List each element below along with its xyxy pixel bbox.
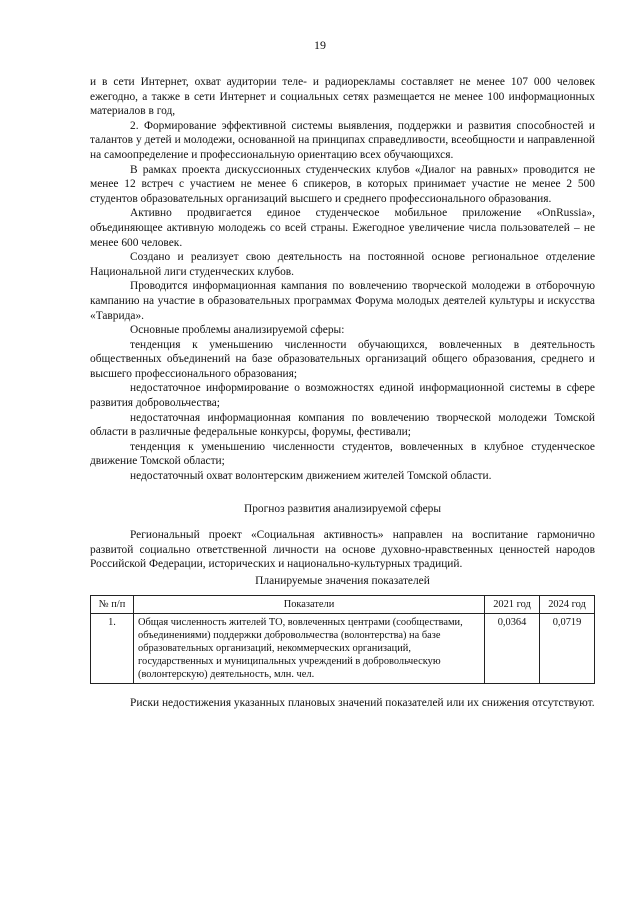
cell-2024: 0,0719 [540,613,595,683]
paragraph: Проводится информационная кампания по вовлечению творческой молодежи в отборочную кампанию на участие в образовательных программах Форума молодых деятелей культуры и искусства «Таврида». [90,280,595,322]
page-number: 19 [314,38,326,52]
cell-num: 1. [91,613,134,683]
paragraph: и в сети Интернет, охват аудитории теле- и радиорекламы составляет не менее 107 000 человек ежегодно, а также в сети Интернет и социальных сетях размещается не менее 100 информационных материалов в год, [90,76,595,118]
paragraph: недостаточная информационная компания по вовлечению творческой молодежи Томской области в различные федеральные конкурсы, форумы, фестивали; [90,411,595,439]
paragraph: Активно продвигается единое студенческое мобильное приложение «OnRussia», объединяющее активную молодежь со всей страны. Ежегодное увеличение числа пользователей – не менее 600 человек. [90,207,595,249]
section-heading: Прогноз развития анализируемой сферы [244,502,441,515]
paragraph: тенденция к уменьшению численности студентов, вовлеченных в клубное студенческое движение Томской области; [90,440,595,468]
forecast-paragraph: Региональный проект «Социальная активность» направлен на воспитание гармонично развитой социально ответственной личности на основе духовно-нравственных ценностей народов Российской Федерации, исторических и национально-культурных традиций. [90,529,595,571]
header-num: № п/п [91,595,134,613]
paragraph: недостаточное информирование о возможностях единой информационной системы в сфере развития добровольчества; [90,382,595,410]
paragraph: Создано и реализует свою деятельность на постоянной основе региональное отделение Национальной лиги студенческих клубов. [90,251,595,278]
indicators-table [90,595,595,684]
paragraph: тенденция к уменьшению численности обучающихся, вовлеченных в деятельность общественных объединений на базе образовательных организаций общего образования, среднего и высшего профессионального образования; [90,338,595,380]
paragraph: В рамках проекта дискуссионных студенческих клубов «Диалог на равных» проводится не менее 12 встреч с участием не менее 6 спикеров, в которых принимает участие не менее 2 500 студентов образовательных организаций высшего и среднего профессионального образования. [90,163,595,205]
document-body [90,75,595,710]
risk-paragraph: Риски недостижения указанных плановых значений показателей или их снижения отсутствуют. [130,696,595,709]
cell-2021: 0,0364 [485,613,540,683]
header-2021: 2021 год [485,595,540,613]
paragraph: Основные проблемы анализируемой сферы: [130,324,345,337]
header-indicator: Показатели [134,595,485,613]
table-header-row [91,595,595,613]
table-title: Планируемые значения показателей [255,575,430,587]
cell-indicator: Общая численность жителей ТО, вовлеченных центрами (сообществами, объединениями) поддержки добровольчества (волонтерства) на базе образовательных организаций, некоммерческих организаций, государственных и муниципальных учреждений в добровольческую (волонтерскую) деятельность, млн. чел. [134,613,485,683]
header-2024: 2024 год [540,595,595,613]
paragraph-list [90,75,595,484]
paragraph: 2. Формирование эффективной системы выявления, поддержки и развития способностей и талантов у детей и молодежи, основанной на принципах справедливости, всеобщности и направленной на самоопределение и профессиональную ориентацию всех обучающихся. [90,119,595,161]
paragraph: недостаточный охват волонтерским движением жителей Томской области. [130,470,492,483]
table-row [91,613,595,683]
